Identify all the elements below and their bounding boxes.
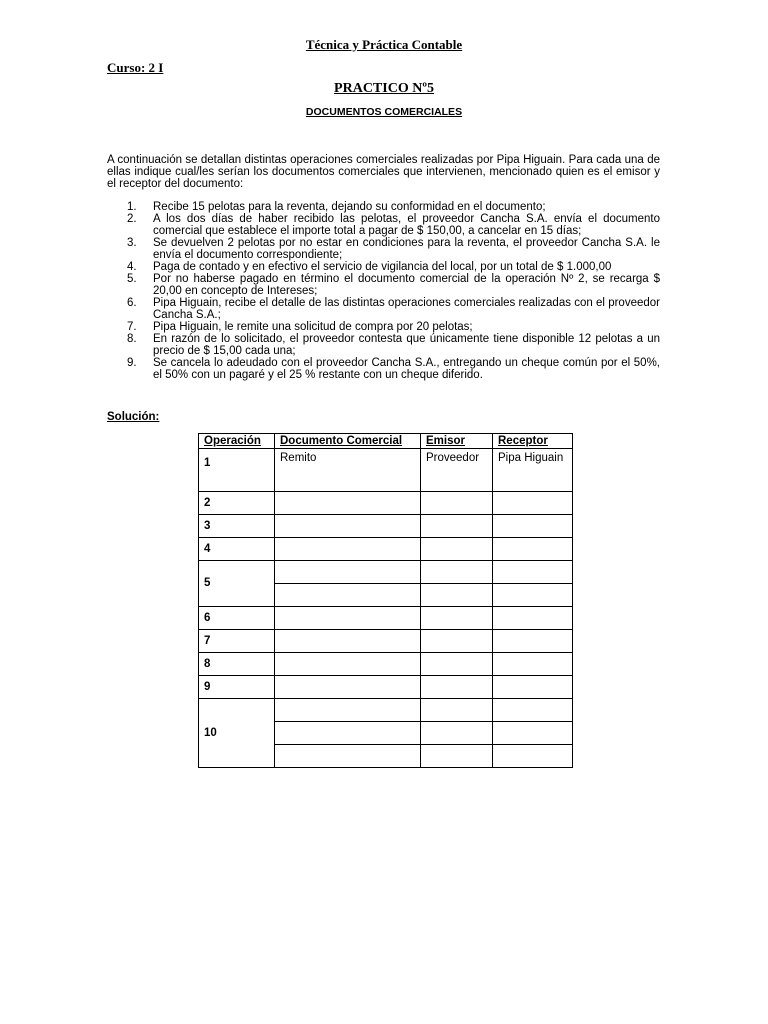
operation-number: 6 — [199, 607, 275, 630]
receptor-cell[interactable] — [493, 538, 573, 561]
documento-cell[interactable] — [275, 699, 421, 722]
list-item: 1. Recibe 15 pelotas para la reventa, dejando su conformidad en el documento; — [127, 201, 546, 213]
receptor-cell[interactable] — [493, 492, 573, 515]
receptor-cell[interactable] — [493, 630, 573, 653]
documento-cell[interactable] — [275, 676, 421, 699]
list-item: 4. Paga de contado y en efectivo el servicio de vigilancia del local, por un total de $ 1.000,00 — [127, 261, 612, 273]
operation-number: 3 — [199, 515, 275, 538]
operations-list — [107, 201, 660, 381]
page-title: Técnica y Práctica Contable — [305, 37, 463, 52]
list-item: 5. Por no haberse pagado en término el documento comercial de la operación Nº 2, se recarga $ 20,00 en concepto de Intereses; — [127, 273, 660, 297]
course-label: Curso: 2 I — [107, 60, 164, 75]
documento-cell[interactable] — [275, 653, 421, 676]
emisor-cell[interactable] — [421, 538, 493, 561]
operation-number: 5 — [199, 561, 275, 607]
intro-paragraph: A continuación se detallan distintas operaciones comerciales realizadas por Pipa Higuain. Para cada una de ellas indique cual/les serían los documentos comerciales que intervienen, mencionado quien es el emisor y el receptor del documento: — [107, 154, 660, 190]
section-title: DOCUMENTOS COMERCIALES — [305, 106, 463, 118]
documento-cell[interactable] — [275, 607, 421, 630]
list-item: 2. A los dos días de haber recibido las pelotas, el proveedor Cancha S.A. envía el documento comercial que establece el importe total a pagar de $ 150,00, a cancelar en 15 días; — [127, 213, 660, 237]
table-row — [199, 561, 573, 584]
practice-title: PRACTICO Nº5 — [334, 81, 434, 96]
header-operacion: Operación — [199, 434, 275, 449]
list-item: 9. Se cancela lo adeudado con el proveedor Cancha S.A., entregando un cheque común por el 50%, el 50% con un pagaré y el 25 % restante con un cheque diferido. — [127, 357, 660, 381]
list-item: 3. Se devuelven 2 pelotas por no estar en condiciones para la reventa, el proveedor Cancha S.A. le envía el documento correspondiente; — [127, 237, 660, 261]
emisor-cell[interactable] — [421, 722, 493, 745]
table-row — [199, 492, 573, 515]
operation-number: 10 — [199, 699, 275, 768]
list-item: 8. En razón de lo solicitado, el proveedor contesta que únicamente tiene disponible 12 pelotas a un precio de $ 15,00 cada una; — [127, 333, 660, 357]
emisor-cell[interactable] — [421, 653, 493, 676]
header-documento: Documento Comercial — [275, 434, 421, 449]
receptor-cell[interactable] — [493, 607, 573, 630]
emisor-cell[interactable] — [421, 584, 493, 607]
emisor-cell[interactable] — [421, 492, 493, 515]
table-row — [199, 630, 573, 653]
documento-cell[interactable] — [275, 584, 421, 607]
receptor-cell[interactable] — [493, 676, 573, 699]
operation-number: 7 — [199, 630, 275, 653]
documento-cell[interactable] — [275, 538, 421, 561]
operation-number: 4 — [199, 538, 275, 561]
table-row — [199, 653, 573, 676]
table-row — [199, 607, 573, 630]
operation-number: 8 — [199, 653, 275, 676]
documento-cell[interactable] — [275, 745, 421, 768]
solution-label: Solución: — [107, 411, 160, 423]
table-row — [199, 515, 573, 538]
header-receptor: Receptor — [493, 434, 573, 449]
receptor-cell[interactable] — [493, 699, 573, 722]
table-row — [199, 699, 573, 722]
documento-cell[interactable] — [275, 515, 421, 538]
table-header-row — [199, 434, 573, 449]
receptor-cell[interactable] — [493, 561, 573, 584]
documento-cell[interactable] — [275, 722, 421, 745]
table-row — [199, 676, 573, 699]
receptor-cell[interactable]: Pipa Higuain — [493, 449, 573, 492]
receptor-cell[interactable] — [493, 515, 573, 538]
solution-table — [198, 433, 573, 768]
operation-number: 9 — [199, 676, 275, 699]
emisor-cell[interactable] — [421, 561, 493, 584]
documento-cell[interactable] — [275, 561, 421, 584]
emisor-cell[interactable] — [421, 745, 493, 768]
operation-number: 1 — [199, 449, 275, 492]
emisor-cell[interactable] — [421, 515, 493, 538]
table-row — [199, 538, 573, 561]
operation-number: 2 — [199, 492, 275, 515]
receptor-cell[interactable] — [493, 745, 573, 768]
emisor-cell[interactable] — [421, 676, 493, 699]
receptor-cell[interactable] — [493, 584, 573, 607]
emisor-cell[interactable] — [421, 630, 493, 653]
documento-cell[interactable] — [275, 630, 421, 653]
emisor-cell[interactable] — [421, 699, 493, 722]
receptor-cell[interactable] — [493, 653, 573, 676]
documento-cell[interactable] — [275, 492, 421, 515]
table-row — [199, 449, 573, 492]
emisor-cell[interactable] — [421, 607, 493, 630]
list-item: 7. Pipa Higuain, le remite una solicitud de compra por 20 pelotas; — [127, 321, 473, 333]
receptor-cell[interactable] — [493, 722, 573, 745]
emisor-cell[interactable]: Proveedor — [421, 449, 493, 492]
header-emisor: Emisor — [421, 434, 493, 449]
documento-cell[interactable]: Remito — [275, 449, 421, 492]
list-item: 6. Pipa Higuain, recibe el detalle de las distintas operaciones comerciales realizadas con el proveedor Cancha S.A.; — [127, 297, 660, 321]
